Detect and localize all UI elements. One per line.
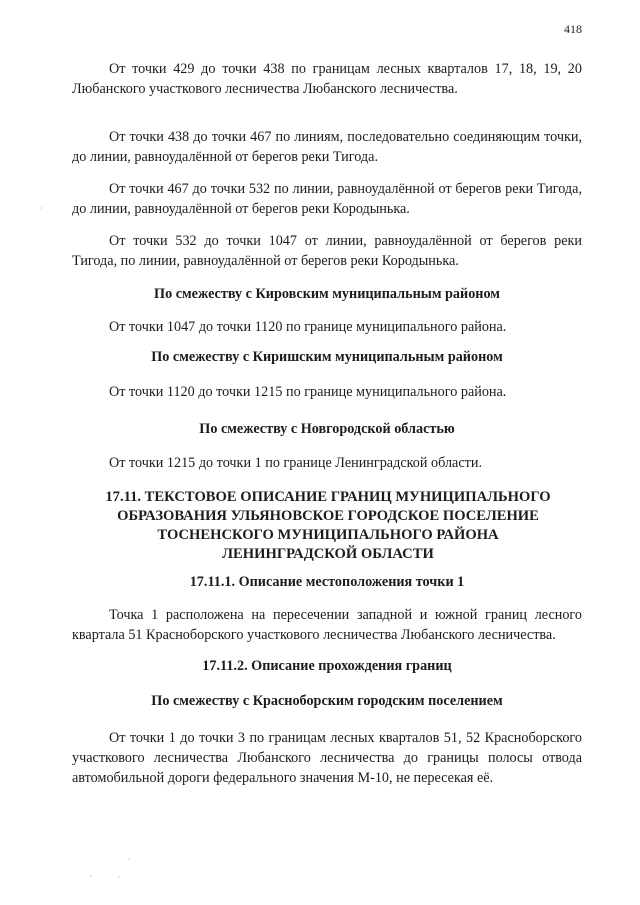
- section-title-line-4: ЛЕНИНГРАДСКОЙ ОБЛАСТИ: [222, 546, 434, 562]
- paragraph-429-438: От точки 429 до точки 438 по границам лесных кварталов 17, 18, 19, 20 Любанского участкового лесничества Любанского лесничества.: [72, 61, 582, 97]
- scan-mark-bottom-3: ·: [118, 873, 121, 882]
- paragraph-438-467: От точки 438 до точки 467 по линиям, последовательно соединяющим точки, до линии, равноудалённой от берегов реки Тигода.: [72, 129, 582, 165]
- boundary-text-kirovsky: От точки 1047 до точки 1120 по границе муниципального района.: [109, 319, 507, 335]
- scan-mark-left: ·: [40, 204, 43, 213]
- section-title-line-3: ТОСНЕНСКОГО МУНИЦИПАЛЬНОГО РАЙОНА: [157, 527, 499, 543]
- section-title-line-1: 17.11. ТЕКСТОВОЕ ОПИСАНИЕ ГРАНИЦ МУНИЦИПАЛЬНОГО: [105, 489, 551, 505]
- boundary-heading-kirishsky: По смежеству с Киришским муниципальным районом: [151, 349, 503, 365]
- paragraph-467-532: От точки 467 до точки 532 по линии, равноудалённой от берегов реки Тигода, до линии, равноудалённой от берегов реки Кородынька.: [72, 181, 582, 217]
- scan-mark-bottom-2: ·: [90, 872, 93, 881]
- boundary-heading-kirovsky: По смежеству с Кировским муниципальным районом: [154, 286, 500, 302]
- boundary-text-novgorod: От точки 1215 до точки 1 по границе Ленинградской области.: [109, 455, 482, 471]
- subsection-text-point-1: Точка 1 расположена на пересечении западной и южной границ лесного квартала 51 Красноборского участкового лесничества Любанского лесничества.: [72, 607, 582, 643]
- subsection-heading-point-1: 17.11.1. Описание местоположения точки 1: [189, 574, 465, 590]
- boundary-text-kirishsky: От точки 1120 до точки 1215 по границе муниципального района.: [109, 384, 507, 400]
- paragraph-532-1047: От точки 532 до точки 1047 от линии, равноудалённой от берегов реки Тигода, по линии, равноудалённой от берегов реки Кородынька.: [72, 233, 582, 269]
- section-title: [80, 488, 576, 564]
- page-number: 418: [564, 22, 582, 36]
- subsection-heading-boundaries: 17.11.2. Описание прохождения границ: [202, 658, 452, 674]
- boundary-heading-novgorod: По смежеству с Новгородской областью: [199, 421, 455, 437]
- section-title-line-2: ОБРАЗОВАНИЯ УЛЬЯНОВСКОЕ ГОРОДСКОЕ ПОСЕЛЕНИЕ: [117, 508, 539, 524]
- scan-mark-bottom-1: ·: [128, 855, 131, 864]
- boundary-text-krasnoborsky: От точки 1 до точки 3 по границам лесных кварталов 51, 52 Красноборского участкового лесничества Любанского лесничества до границы полосы отвода автомобильной дороги федерального значения М-10, не пересекая её.: [72, 730, 582, 786]
- boundary-heading-krasnoborsky: По смежеству с Красноборским городским поселением: [151, 693, 503, 709]
